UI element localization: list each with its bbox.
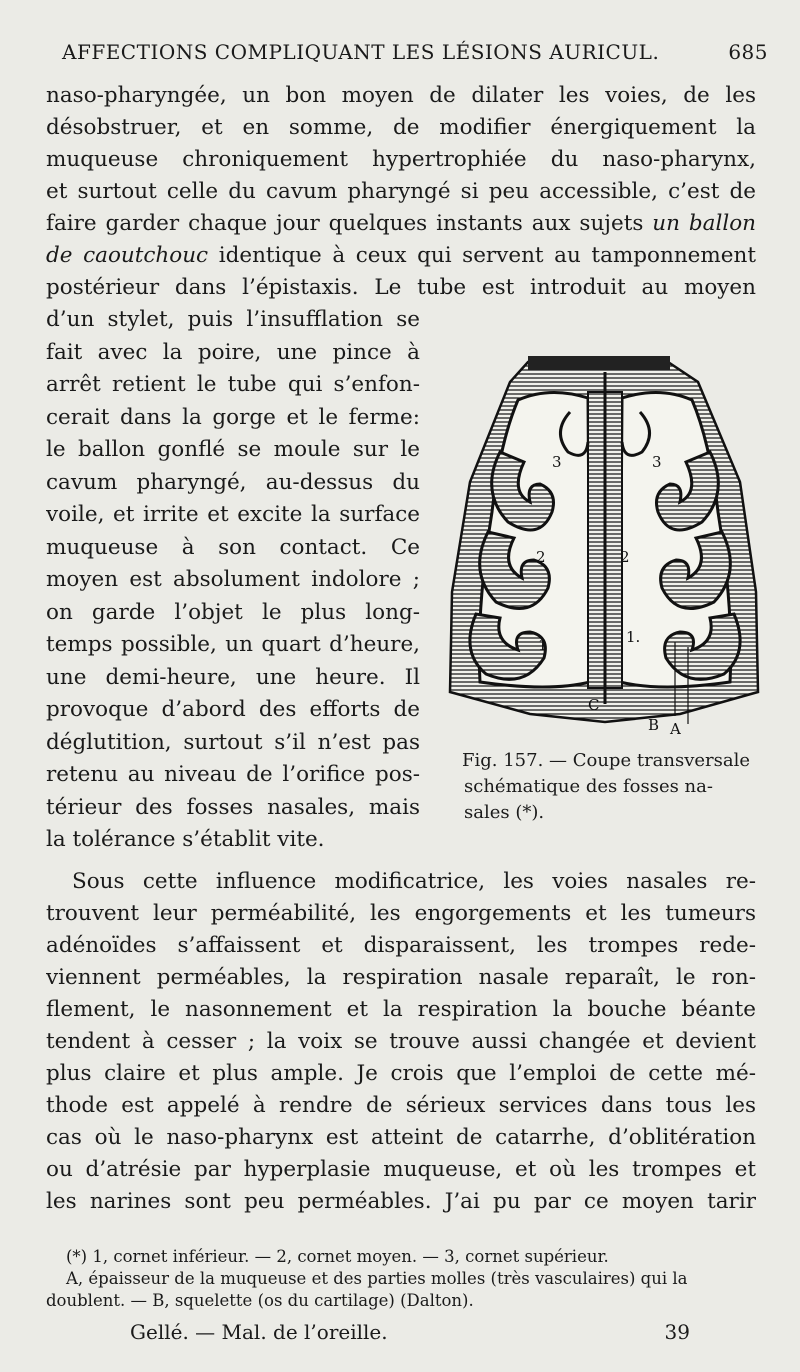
bottom-paragraph xyxy=(46,866,756,1218)
label-left-2: 2 xyxy=(536,548,546,566)
footnote-line: doublent. — B, squelette (os du cartilage) (Dalton). xyxy=(46,1291,474,1310)
label-c: C xyxy=(588,696,600,714)
label-right-2: 2 xyxy=(620,548,630,566)
text-line: plus claire et plus ample. Je crois que l’emploi de cette mé- xyxy=(46,1061,756,1086)
top-paragraph xyxy=(46,80,756,304)
text-run: identique à ceux qui servent au tamponnement xyxy=(218,243,756,268)
label-b: B xyxy=(648,716,660,734)
figure-nasal-section xyxy=(440,352,770,752)
text-line: muqueuse chroniquement hypertrophiée du naso-pharynx, xyxy=(46,147,756,172)
caption-line: sales (*). xyxy=(464,802,545,823)
italic-phrase: un ballon xyxy=(652,211,756,236)
page-number: 685 xyxy=(728,40,768,64)
text-line: moyen est absolument indolore ; xyxy=(46,567,420,592)
text-line: ou d’atrésie par hyperplasie muqueuse, et où les trompes et xyxy=(46,1157,756,1182)
text-line: cerait dans la gorge et le ferme: xyxy=(46,404,420,430)
italic-phrase: de caoutchouc xyxy=(46,243,209,268)
label-left-1: 1 xyxy=(538,636,548,654)
text-line: trouvent leur perméabilité, les engorgements et les tumeurs xyxy=(46,901,756,926)
text-line: fait avec la poire, une pince à xyxy=(46,339,420,365)
footnotes xyxy=(46,1246,766,1312)
text-line: la tolérance s’établit vite. xyxy=(46,827,325,852)
text-line: flement, le nasonnement et la respiration la bouche béante xyxy=(46,997,756,1022)
footer-signature: Gellé. — Mal. de l’oreille. xyxy=(130,1320,388,1344)
text-line: adénoïdes s’affaissent et disparaissent, les trompes rede- xyxy=(46,933,756,958)
text-line: voile, et irrite et excite la surface xyxy=(46,502,420,527)
caption-line: Fig. 157. — Coupe transversale xyxy=(462,750,751,771)
label-left-3: 3 xyxy=(552,453,562,471)
nasal-cross-section-drawing xyxy=(440,352,770,752)
text-line: et surtout celle du cavum pharyngé si peu accessible, c’est de xyxy=(46,179,756,204)
text-line: arrêt retient le tube qui s’enfon- xyxy=(46,372,420,397)
sheet-number: 39 xyxy=(664,1320,690,1344)
text-line: térieur des fosses nasales, mais xyxy=(46,794,420,820)
text-line-with-italic xyxy=(46,240,756,272)
text-line: déglutition, surtout s’il n’est pas xyxy=(46,729,420,755)
figure-caption xyxy=(462,748,762,826)
label-a: A xyxy=(670,720,681,738)
text-line: tendent à cesser ; la voix se trouve aussi changée et devient xyxy=(46,1029,756,1054)
text-line: temps possible, un quart d’heure, xyxy=(46,632,420,657)
top-cap xyxy=(528,356,670,370)
text-line: naso-pharyngée, un bon moyen de dilater les voies, de les xyxy=(46,83,756,108)
footnote-line: A, épaisseur de la muqueuse et des parties molles (très vasculaires) qui la xyxy=(66,1269,688,1288)
text-line: d’un stylet, puis l’insufflation se xyxy=(46,307,420,332)
footnote-line: (*) 1, cornet inférieur. — 2, cornet moyen. — 3, cornet supérieur. xyxy=(66,1247,609,1266)
text-line: viennent perméables, la respiration nasale reparaît, le ron- xyxy=(46,965,756,990)
text-line-with-italic xyxy=(46,208,756,240)
text-line: on garde l’objet le plus long- xyxy=(46,599,420,625)
text-line: le ballon gonflé se moule sur le xyxy=(46,437,420,462)
text-line: thode est appelé à rendre de sérieux services dans tous les xyxy=(46,1093,756,1118)
label-right-1: 1. xyxy=(626,628,641,646)
text-line: provoque d’abord des efforts de xyxy=(46,697,420,722)
text-line: désobstruer, et en somme, de modifier énergiquement la xyxy=(46,115,756,140)
narrow-column-text xyxy=(46,304,420,857)
text-line: une demi-heure, une heure. Il xyxy=(46,664,420,690)
text-line: Sous cette influence modificatrice, les voies nasales re- xyxy=(72,869,756,894)
caption-line: schématique des fosses na- xyxy=(464,776,713,797)
text-line: les narines sont peu perméables. J’ai pu par ce moyen tarir xyxy=(46,1189,756,1214)
text-line: postérieur dans l’épistaxis. Le tube est introduit au moyen xyxy=(46,275,756,300)
text-line: cavum pharyngé, au-dessus du xyxy=(46,469,420,495)
running-title: AFFECTIONS COMPLIQUANT LES LÉSIONS AURICUL. xyxy=(62,40,660,64)
text-line: muqueuse à son contact. Ce xyxy=(46,534,420,560)
text-line: retenu au niveau de l’orifice pos- xyxy=(46,762,420,787)
label-right-3: 3 xyxy=(652,453,662,471)
text-run: faire garder chaque jour quelques instants aux sujets xyxy=(46,211,644,236)
text-line: cas où le naso-pharynx est atteint de catarrhe, d’oblitération xyxy=(46,1125,756,1150)
